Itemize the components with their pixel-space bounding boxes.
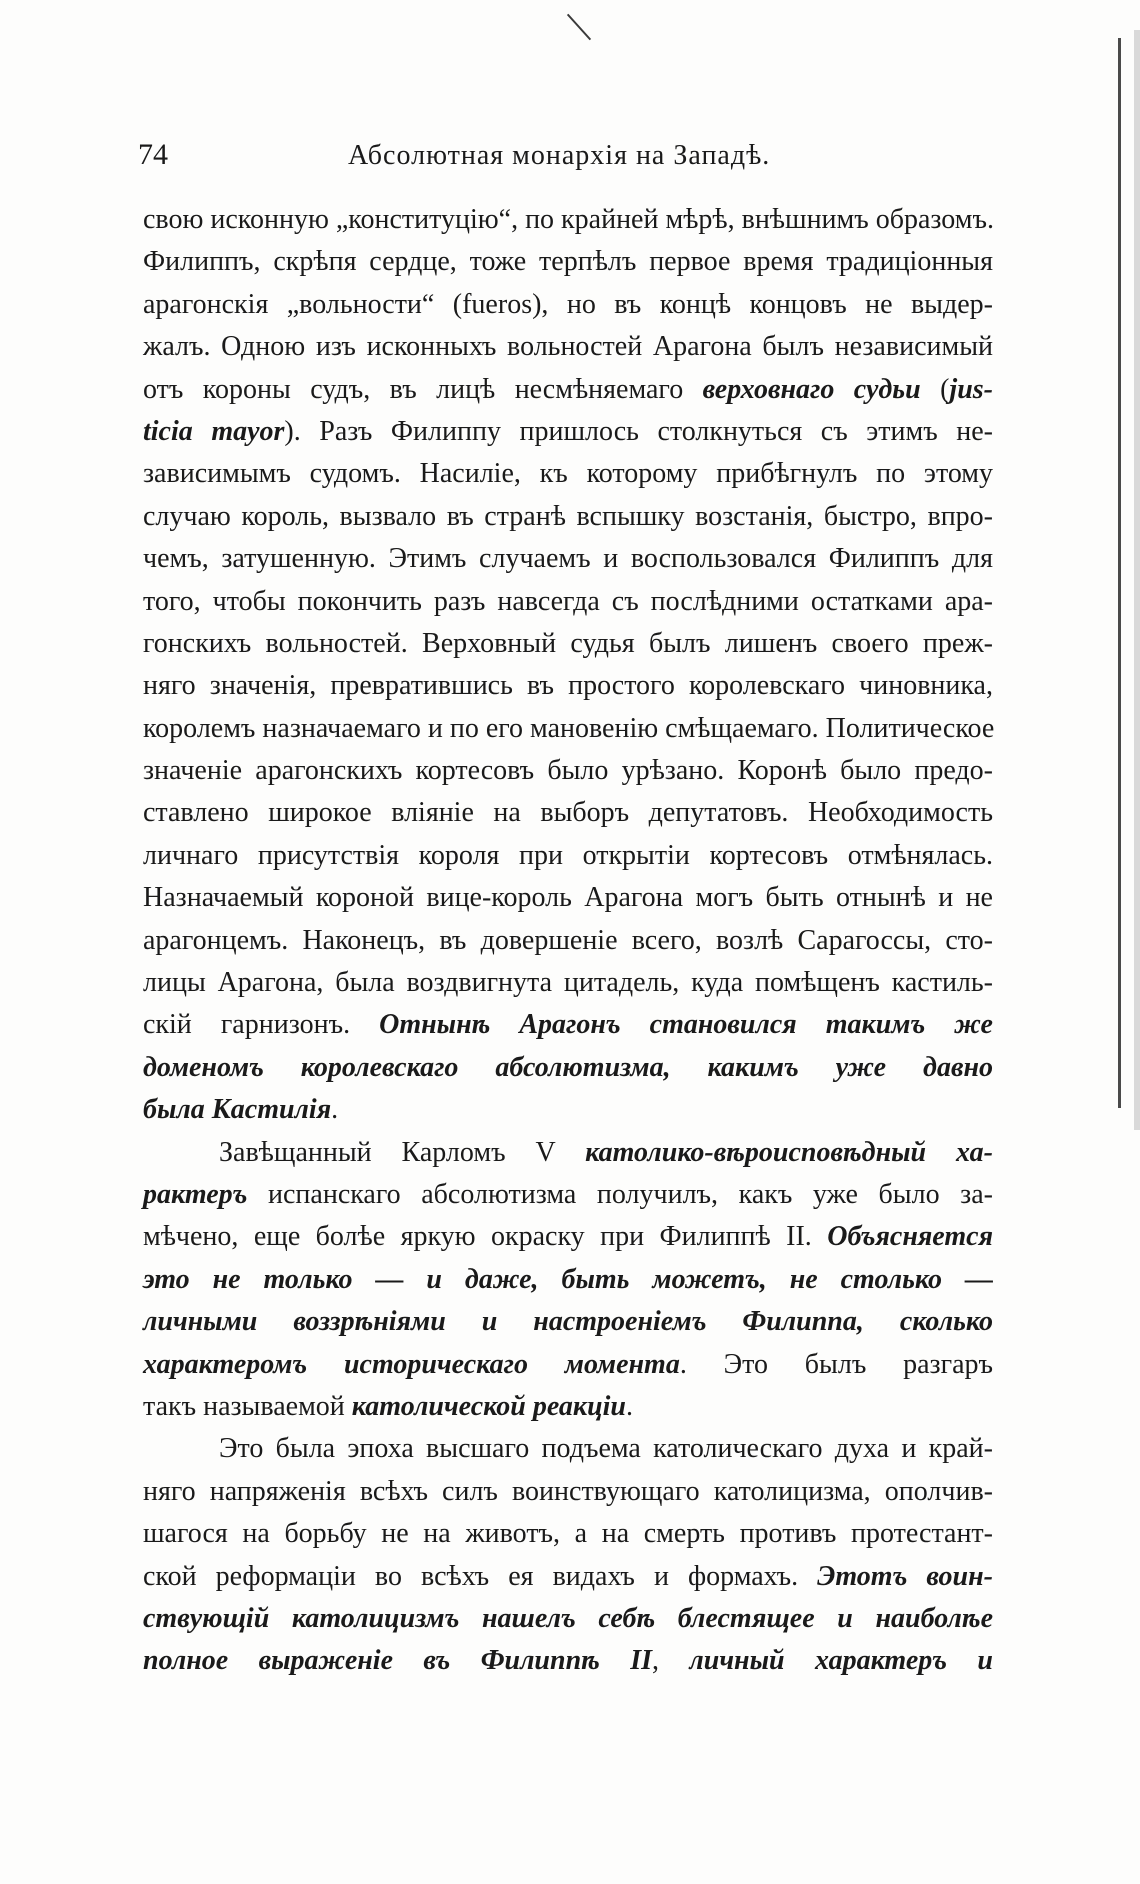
text-line [143,1301,993,1343]
text-segment: жалъ. Одною изъ исконныхъ вольностей Арагона былъ независимый [143,331,993,363]
text-line [143,1640,993,1682]
text-segment: . [331,1094,339,1126]
text-line [143,369,993,411]
text-line [143,1216,993,1258]
text-line [143,1132,993,1174]
page-edge-line [1118,38,1121,1108]
text-segment: Завѣщанный Карломъ V [219,1136,586,1168]
text-line [143,411,993,453]
text-segment: лицы Арагона, была воздвигнута цитадель, куда помѣщенъ кастиль- [143,967,993,999]
text-line [143,962,993,1004]
text-line [143,920,993,962]
emphasis-text: Отнынѣ Арагонъ становился такимъ же [379,1009,993,1041]
text-segment: Филиппъ, скрѣпя сердце, тоже терпѣлъ первое время традиціонныя [143,246,993,278]
text-segment: того, чтобы покончить разъ навсегда съ послѣдними остатками ара- [143,585,993,617]
text-segment: Назначаемый короной вице-король Арагона могъ быть отнынѣ и не [143,882,993,914]
emphasis-text: личный характеръ и [689,1645,993,1677]
text-line [143,1513,993,1555]
text-line [143,284,993,326]
text-line [143,708,993,750]
text-segment: свою исконную „конституцію“, по крайней мѣрѣ, внѣшнимъ образомъ. [143,204,994,235]
emphasis-text: Этотъ воин- [817,1560,993,1592]
text-line [143,199,993,241]
page-number: 74 [138,138,168,171]
text-segment: ( [920,373,950,405]
text-segment: ской реформаціи во всѣхъ ея видахъ и формахъ. [143,1560,818,1592]
text-segment: королемъ назначаемаго и по его мановенію смѣщаемаго. Политическое [143,712,995,744]
emphasis-text: Объясняется [827,1221,993,1253]
page-edge-shadow [1134,30,1140,1130]
text-line [143,241,993,283]
text-segment: , [652,1645,690,1677]
text-line [143,1047,993,1089]
text-line [143,1259,993,1301]
text-segment: скій гарнизонъ. [143,1009,380,1041]
text-line [143,326,993,368]
emphasis-text: это не только — и даже, быть можетъ, не столько — [143,1263,993,1295]
scan-artifact-mark [567,14,591,41]
text-segment: шагося на борьбу не на животъ, а на смерть противъ протестант- [143,1518,993,1550]
text-line [143,1386,993,1428]
text-line [143,1344,993,1386]
text-line [143,538,993,580]
text-line [143,835,993,877]
text-line [143,877,993,919]
text-line [143,1004,993,1046]
emphasis-text: jus- [949,373,993,405]
emphasis-text: католической реакціи [351,1390,626,1422]
text-line [143,1428,993,1470]
emphasis-text: характеромъ историческаго момента [143,1348,680,1380]
text-line [143,453,993,495]
text-line [143,1089,993,1131]
emphasis-text: была Кастилія [143,1094,332,1126]
emphasis-text: личными воззрѣніями и настроеніемъ Филиппа, сколько [143,1306,993,1338]
text-line [143,1598,993,1640]
text-segment: мѣчено, еще болѣе яркую окраску при Филиппѣ II. [143,1221,828,1253]
text-segment: ставлено широкое вліяніе на выборъ депутатовъ. Необходимость [143,797,993,829]
emphasis-text: верховнаго судьи [702,373,921,405]
text-segment: арагонцемъ. Наконецъ, въ довершеніе всего, возлѣ Сарагоссы, сто- [143,924,993,956]
text-line [143,792,993,834]
text-line [143,1471,993,1513]
text-segment: няго значенія, превратившись въ простого королевскаго чиновника, [143,670,993,702]
running-head: Абсолютная монархія на Западѣ. [348,140,771,171]
emphasis-text: ticia mayor [143,415,285,447]
text-segment: чемъ, затушенную. Этимъ случаемъ и воспользовался Филиппъ для [143,543,993,575]
text-segment: гонскихъ вольностей. Верховный судья былъ лишенъ своего преж- [143,627,993,659]
emphasis-text: полное выраженіе въ Филиппѣ II [143,1645,653,1677]
emphasis-text: ствующій католицизмъ нашелъ себѣ блестящее и наиболѣе [143,1602,993,1634]
text-line [143,1556,993,1598]
text-segment: личнаго присутствія короля при открытіи кортесовъ отмѣнялась. [143,839,993,871]
text-segment: такъ называемой [143,1390,352,1422]
text-segment: случаю король, вызвало въ странѣ вспышку возстанія, быстро, впро- [143,500,993,532]
text-segment: Это была эпоха высшаго подъема католическаго духа и край- [219,1433,993,1465]
text-line [143,1174,993,1216]
text-segment: зависимымъ судомъ. Насиліе, къ которому прибѣгнулъ по этому [143,458,993,490]
text-segment: арагонскія „вольности“ (fueros), но въ концѣ концовъ не выдер- [143,288,993,320]
emphasis-text: католико-вѣроисповѣдный ха- [585,1136,993,1168]
text-line [143,665,993,707]
text-segment: значеніе арагонскихъ кортесовъ было урѣзано. Коронѣ было предо- [143,755,993,787]
text-segment: . [626,1390,633,1422]
text-line [143,581,993,623]
emphasis-text: доменомъ королевскаго абсолютизма, какимъ уже давно [143,1051,993,1083]
text-line [143,750,993,792]
text-segment: испанскаго абсолютизма получилъ, какъ уже было за- [247,1178,993,1210]
text-line [143,496,993,538]
text-segment: . Это былъ разгаръ [679,1348,993,1380]
emphasis-text: рактеръ [143,1178,248,1210]
body-text [143,199,993,1683]
text-segment: отъ короны судъ, въ лицѣ несмѣняемаго [143,373,703,405]
text-segment: няго напряженія всѣхъ силъ воинствующаго католицизма, ополчив- [143,1475,993,1507]
text-segment: ). Разъ Филиппу пришлось столкнуться съ этимъ не- [284,415,993,447]
text-line [143,623,993,665]
